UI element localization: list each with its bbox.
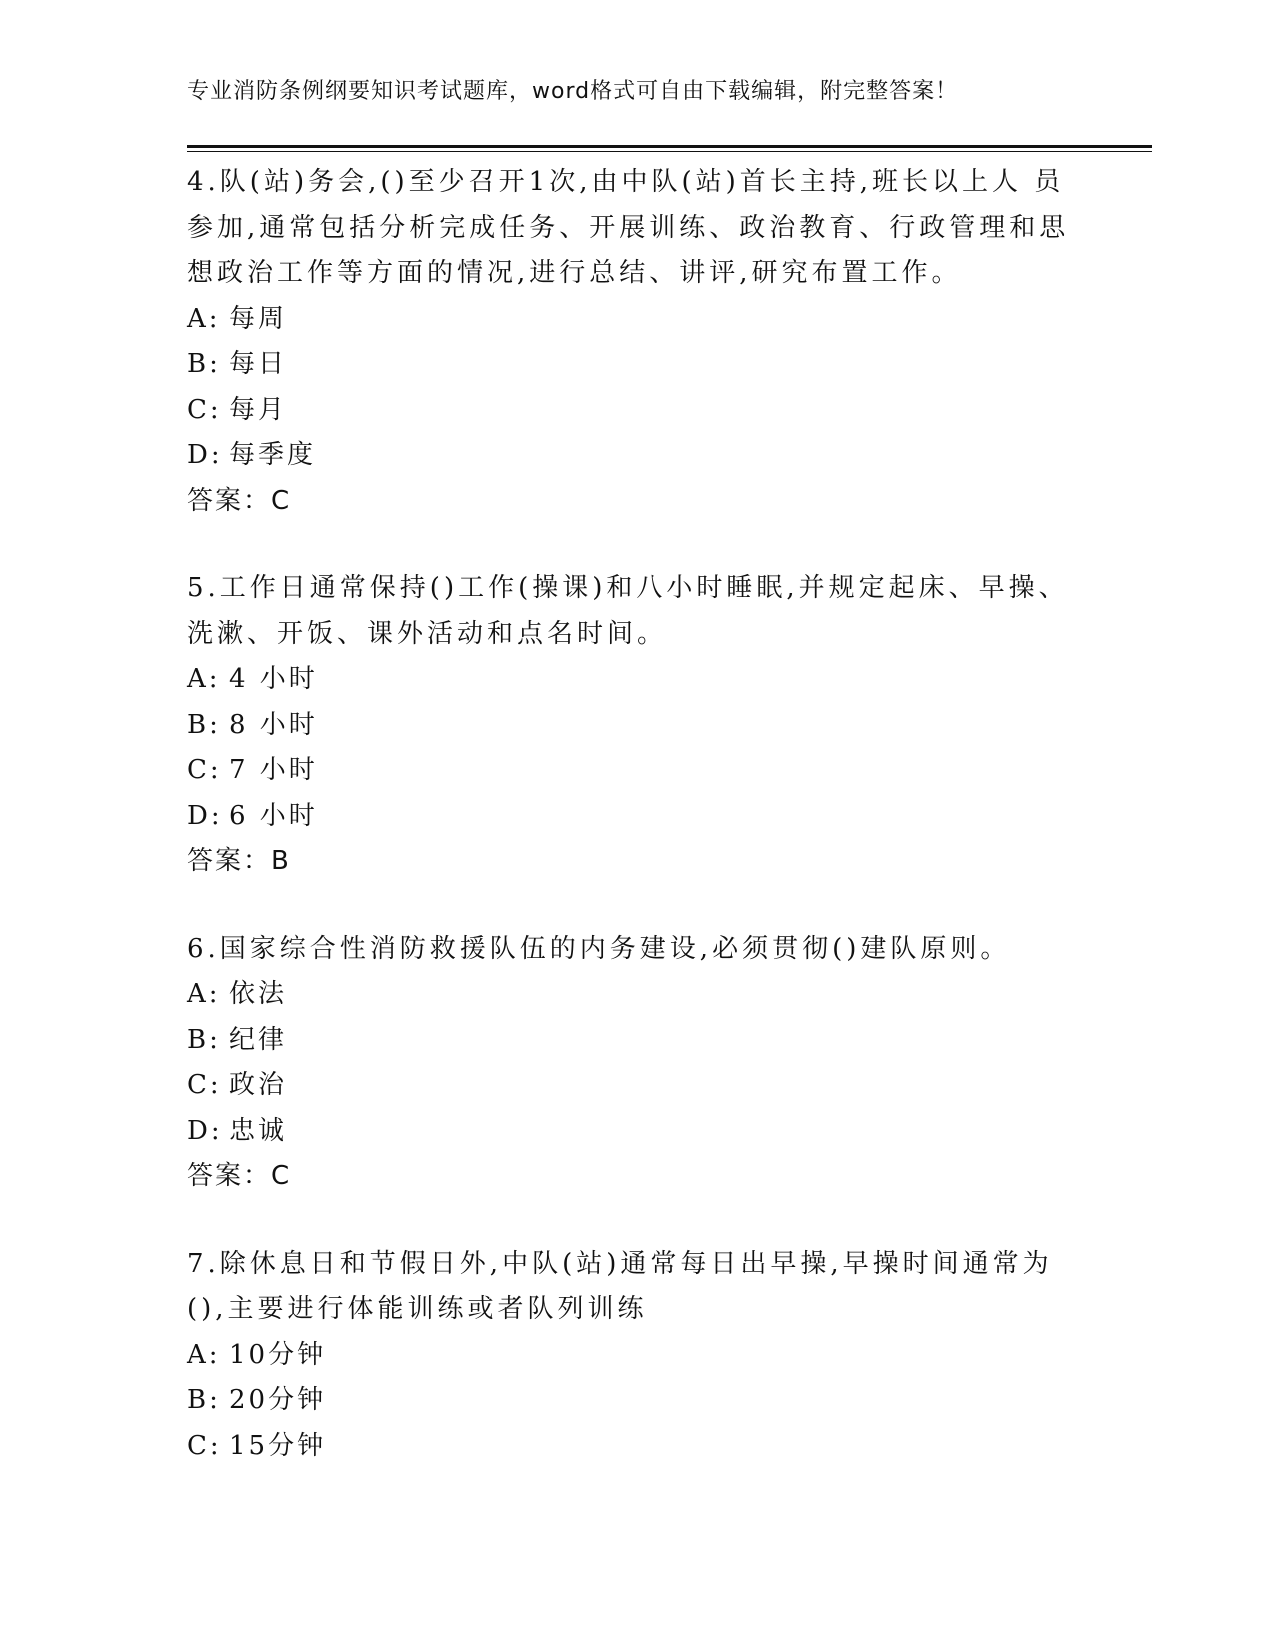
option-a: [187, 1333, 1077, 1379]
option-letter: A:: [187, 1339, 221, 1370]
option-text: 4 小时: [229, 664, 318, 694]
option-a: [187, 657, 1077, 703]
question-text: 7.除休息日和节假日外,中队(站)通常每日出早操,早操时间通常为(),主要进行体能训练或者队列训练: [187, 1248, 1053, 1324]
option-a: [187, 972, 1077, 1018]
option-text: 8 小时: [229, 709, 318, 740]
option-b: [187, 1018, 1077, 1064]
option-c: [187, 1063, 1077, 1109]
option-text: 依法: [229, 979, 288, 1009]
option-letter: D:: [187, 800, 223, 831]
option-letter: C:: [187, 1430, 222, 1461]
option-b: [187, 342, 1077, 388]
option-text: 每季度: [229, 440, 317, 470]
option-a: [187, 297, 1077, 343]
option-text: 15分钟: [229, 1430, 327, 1461]
option-letter: A:: [187, 664, 221, 694]
option-letter: B:: [187, 1385, 221, 1415]
option-text: 纪律: [229, 1024, 288, 1055]
question-4: [187, 160, 1077, 524]
option-letter: D:: [187, 440, 223, 470]
question-text: 4.队(站)务会,()至少召开1次,由中队(站)首长主持,班长以上人 员参加,通常包括分析完成任务、开展训练、政治教育、行政管理和思想政治工作等方面的情况,进行总结、讲评,研究布置工作。: [187, 167, 1070, 288]
option-text: 7 小时: [229, 755, 318, 785]
option-letter: D:: [187, 1115, 223, 1146]
header-rule-thin: [187, 151, 1152, 152]
answer: 答案：B: [187, 846, 291, 876]
answer: 答案：C: [187, 1161, 292, 1191]
option-d: [187, 794, 1077, 840]
option-c: [187, 1424, 1077, 1470]
option-letter: B:: [187, 1024, 221, 1055]
question-7: [187, 1242, 1077, 1470]
option-text: 每月: [229, 394, 288, 425]
option-letter: C:: [187, 1070, 222, 1100]
option-text: 每日: [229, 349, 288, 379]
question-6: [187, 927, 1077, 1200]
option-text: 忠诚: [229, 1115, 288, 1146]
option-c: [187, 748, 1077, 794]
question-text: 5.工作日通常保持()工作(操课)和八小时睡眠,并规定起床、早操、洗漱、开饭、课外活动和点名时间。: [187, 573, 1069, 649]
option-b: [187, 703, 1077, 749]
option-d: [187, 433, 1077, 479]
option-letter: A:: [187, 979, 221, 1009]
option-letter: A:: [187, 303, 221, 334]
question-list: [187, 160, 1077, 1511]
header-rule-thick: [187, 145, 1152, 148]
question-5: [187, 566, 1077, 885]
option-letter: C:: [187, 755, 222, 785]
option-letter: C:: [187, 394, 222, 425]
question-text: 6.国家综合性消防救援队伍的内务建设,必须贯彻()建队原则。: [187, 933, 1011, 964]
option-text: 每周: [229, 303, 288, 334]
option-text: 6 小时: [229, 800, 318, 831]
option-text: 20分钟: [229, 1385, 327, 1415]
option-b: [187, 1378, 1077, 1424]
option-letter: B:: [187, 349, 221, 379]
option-d: [187, 1109, 1077, 1155]
option-c: [187, 388, 1077, 434]
option-text: 10分钟: [229, 1339, 327, 1370]
option-text: 政治: [229, 1070, 288, 1100]
option-letter: B:: [187, 709, 221, 740]
page-header: 专业消防条例纲要知识考试题库，word格式可自由下载编辑，附完整答案！: [187, 79, 959, 104]
answer: 答案：C: [187, 485, 292, 516]
